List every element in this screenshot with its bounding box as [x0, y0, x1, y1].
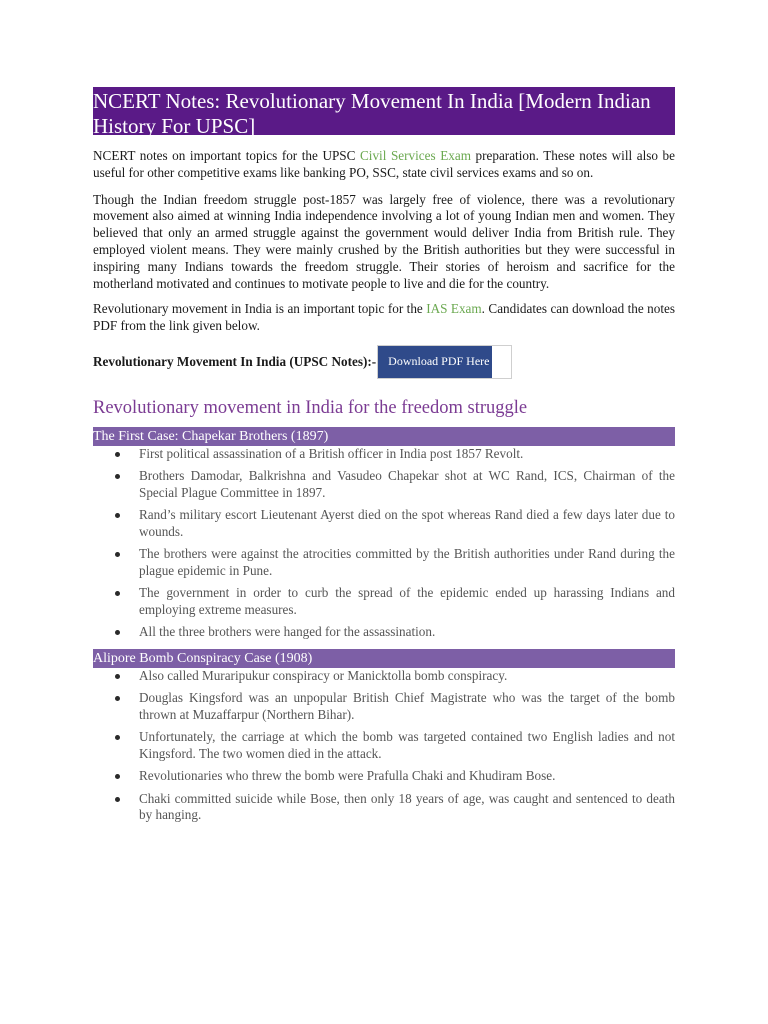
list-item: Unfortunately, the carriage at which the bomb was targeted contained two English ladies and not Kingsford. The two women died in the attack.: [93, 729, 675, 762]
case-heading-alipore: Alipore Bomb Conspiracy Case (1908): [93, 649, 675, 668]
topic-text-after: . Candidates can download the notes PDF from the link given below.: [93, 301, 676, 334]
chapekar-bullet-list: [93, 446, 675, 641]
case-heading-chapekar: The First Case: Chapekar Brothers (1897): [93, 427, 675, 446]
document-page: [93, 87, 675, 830]
intro-text-after: preparation. These notes will also be useful for other competitive exams like banking PO, SSC, state civil services exams and so on.: [93, 148, 675, 180]
list-item: First political assassination of a British officer in India post 1857 Revolt.: [93, 446, 675, 463]
topic-text-before: Revolutionary movement in India is an important topic for the: [93, 301, 427, 317]
list-item: The government in order to curb the spread of the epidemic ended up harassing Indians and employing extreme measures.: [93, 585, 675, 618]
section-heading: Revolutionary movement in India for the freedom struggle: [93, 397, 528, 418]
civil-services-exam-link[interactable]: Civil Services Exam: [360, 148, 471, 163]
list-item: All the three brothers were hanged for the assassination.: [93, 624, 675, 641]
intro-paragraph: [93, 148, 675, 182]
list-item: Also called Muraripukur conspiracy or Manicktolla bomb conspiracy.: [93, 668, 675, 685]
topic-paragraph: [93, 301, 675, 335]
list-item: Revolutionaries who threw the bomb were Prafulla Chaki and Khudiram Bose.: [93, 768, 675, 785]
background-paragraph: Though the Indian freedom struggle post-1857 was largely free of violence, there was a revolutionary movement also aimed at winning India independence involving a lot of young Indian men and women. They believed that only an armed struggle against the government would deliver India from British rule. They employed violent means. They were mainly crushed by the British authorities but they were successful in inspiring many Indians towards the freedom struggle. Their stories of heroism and sacrifice for the motherland motivated and continues to motivate people to live and die for the country.: [93, 191, 675, 291]
download-pdf-button-label[interactable]: Download PDF Here: [378, 346, 492, 378]
list-item: The brothers were against the atrocities committed by the British authorities under Rand during the plague epidemic in Pune.: [93, 546, 675, 579]
alipore-bullet-list: [93, 668, 675, 824]
list-item: Chaki committed suicide while Bose, then only 18 years of age, was caught and sentenced to death by hanging.: [93, 791, 675, 824]
intro-text-before: NCERT notes on important topics for the UPSC: [93, 148, 360, 163]
page-title: NCERT Notes: Revolutionary Movement In India [Modern Indian History For UPSC]: [93, 87, 675, 135]
ias-exam-link[interactable]: IAS Exam: [426, 301, 482, 317]
download-label: Revolutionary Movement In India (UPSC Notes):-: [93, 353, 377, 369]
list-item: Douglas Kingsford was an unpopular British Chief Magistrate who was the target of the bomb thrown at Muzaffarpur (Northern Bihar).: [93, 690, 675, 723]
download-row: [93, 344, 675, 380]
list-item: Brothers Damodar, Balkrishna and Vasudeo Chapekar shot at WC Rand, ICS, Chairman of the Special Plague Committee in 1897.: [93, 468, 675, 501]
download-pdf-button[interactable]: [377, 345, 512, 379]
list-item: Rand’s military escort Lieutenant Ayerst died on the spot whereas Rand died a few days later due to wounds.: [93, 507, 675, 540]
